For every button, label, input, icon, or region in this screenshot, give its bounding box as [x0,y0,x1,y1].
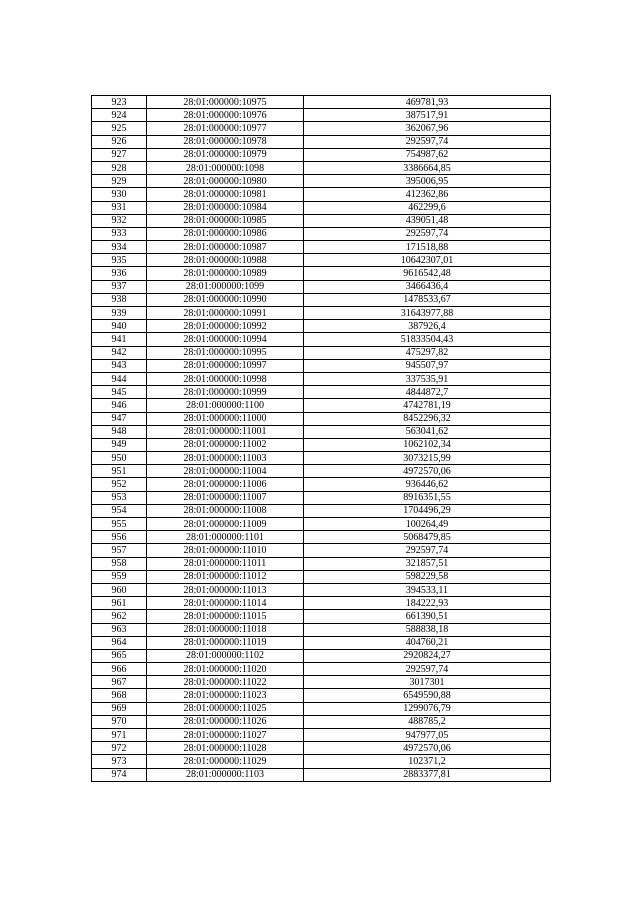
cadastral-value-cell: 3386664,85 [304,161,551,174]
cadastral-number-cell: 28:01:000000:10977 [147,122,304,135]
table-row [92,676,551,689]
table-row [92,452,551,465]
row-number-cell: 960 [92,583,147,596]
table-row [92,438,551,451]
row-number-cell: 965 [92,649,147,662]
row-number-cell: 928 [92,161,147,174]
cadastral-number-cell: 28:01:000000:11010 [147,544,304,557]
cadastral-number-cell: 28:01:000000:11022 [147,676,304,689]
cadastral-value-cell: 10642307,01 [304,254,551,267]
cadastral-value-table [91,95,551,782]
row-number-cell: 967 [92,676,147,689]
cadastral-number-cell: 28:01:000000:11014 [147,597,304,610]
table-row [92,96,551,109]
table-row [92,359,551,372]
table-row [92,161,551,174]
row-number-cell: 954 [92,504,147,517]
table-row [92,663,551,676]
cadastral-value-cell: 3073215,99 [304,452,551,465]
row-number-cell: 973 [92,755,147,768]
table-row [92,465,551,478]
row-number-cell: 953 [92,491,147,504]
table-row [92,122,551,135]
cadastral-number-cell: 28:01:000000:11007 [147,491,304,504]
cadastral-value-cell: 598229,58 [304,570,551,583]
cadastral-number-cell: 28:01:000000:1098 [147,161,304,174]
row-number-cell: 951 [92,465,147,478]
row-number-cell: 972 [92,742,147,755]
table-row [92,280,551,293]
cadastral-value-cell: 936446,62 [304,478,551,491]
table-row [92,372,551,385]
table-row [92,491,551,504]
cadastral-value-cell: 8916351,55 [304,491,551,504]
row-number-cell: 948 [92,425,147,438]
row-number-cell: 937 [92,280,147,293]
cadastral-value-cell: 171518,88 [304,241,551,254]
cadastral-number-cell: 28:01:000000:10981 [147,188,304,201]
table-body [92,96,551,782]
cadastral-number-cell: 28:01:000000:11028 [147,742,304,755]
row-number-cell: 940 [92,320,147,333]
row-number-cell: 966 [92,663,147,676]
table-row [92,649,551,662]
table-row [92,307,551,320]
cadastral-number-cell: 28:01:000000:11006 [147,478,304,491]
table-row [92,504,551,517]
cadastral-value-cell: 51833504,43 [304,333,551,346]
row-number-cell: 968 [92,689,147,702]
row-number-cell: 924 [92,109,147,122]
cadastral-number-cell: 28:01:000000:10979 [147,148,304,161]
cadastral-number-cell: 28:01:000000:11015 [147,610,304,623]
table-row [92,689,551,702]
cadastral-number-cell: 28:01:000000:11023 [147,689,304,702]
cadastral-number-cell: 28:01:000000:11008 [147,504,304,517]
row-number-cell: 943 [92,359,147,372]
table-row [92,610,551,623]
cadastral-value-cell: 395006,95 [304,175,551,188]
row-number-cell: 931 [92,201,147,214]
cadastral-number-cell: 28:01:000000:10988 [147,254,304,267]
table-row [92,346,551,359]
cadastral-number-cell: 28:01:000000:10997 [147,359,304,372]
table-row [92,241,551,254]
cadastral-value-cell: 2920824,27 [304,649,551,662]
cadastral-number-cell: 28:01:000000:10994 [147,333,304,346]
table-row [92,518,551,531]
cadastral-value-cell: 184222,93 [304,597,551,610]
table-row [92,254,551,267]
row-number-cell: 961 [92,597,147,610]
cadastral-number-cell: 28:01:000000:11002 [147,438,304,451]
table-row [92,399,551,412]
row-number-cell: 938 [92,293,147,306]
cadastral-number-cell: 28:01:000000:11025 [147,702,304,715]
cadastral-value-cell: 292597,74 [304,544,551,557]
cadastral-number-cell: 28:01:000000:11029 [147,755,304,768]
cadastral-number-cell: 28:01:000000:1101 [147,531,304,544]
table-row [92,148,551,161]
cadastral-value-cell: 1704496,29 [304,504,551,517]
row-number-cell: 971 [92,729,147,742]
table-row [92,742,551,755]
cadastral-value-cell: 488785,2 [304,715,551,728]
cadastral-value-cell: 588838,18 [304,623,551,636]
cadastral-number-cell: 28:01:000000:10991 [147,307,304,320]
cadastral-value-cell: 321857,51 [304,557,551,570]
cadastral-value-cell: 4972570,06 [304,742,551,755]
table-row [92,702,551,715]
cadastral-value-cell: 462299,6 [304,201,551,214]
row-number-cell: 969 [92,702,147,715]
table-row [92,557,551,570]
cadastral-value-cell: 337535,91 [304,372,551,385]
row-number-cell: 939 [92,307,147,320]
table-row [92,109,551,122]
cadastral-value-cell: 754987,62 [304,148,551,161]
cadastral-number-cell: 28:01:000000:11027 [147,729,304,742]
cadastral-value-cell: 362067,96 [304,122,551,135]
cadastral-value-cell: 475297,82 [304,346,551,359]
row-number-cell: 929 [92,175,147,188]
cadastral-number-cell: 28:01:000000:10992 [147,320,304,333]
table-row [92,636,551,649]
cadastral-value-cell: 1062102,34 [304,438,551,451]
cadastral-value-cell: 4972570,06 [304,465,551,478]
cadastral-number-cell: 28:01:000000:11000 [147,412,304,425]
row-number-cell: 925 [92,122,147,135]
row-number-cell: 932 [92,214,147,227]
cadastral-value-cell: 4844872,7 [304,386,551,399]
row-number-cell: 941 [92,333,147,346]
cadastral-value-cell: 100264,49 [304,518,551,531]
cadastral-value-cell: 31643977,88 [304,307,551,320]
table-row [92,425,551,438]
table-row [92,597,551,610]
table-row [92,570,551,583]
cadastral-number-cell: 28:01:000000:11003 [147,452,304,465]
cadastral-value-cell: 563041,62 [304,425,551,438]
cadastral-value-cell: 404760,21 [304,636,551,649]
row-number-cell: 959 [92,570,147,583]
cadastral-number-cell: 28:01:000000:1100 [147,399,304,412]
table-row [92,386,551,399]
cadastral-value-cell: 292597,74 [304,227,551,240]
row-number-cell: 926 [92,135,147,148]
cadastral-number-cell: 28:01:000000:11004 [147,465,304,478]
row-number-cell: 936 [92,267,147,280]
cadastral-number-cell: 28:01:000000:1103 [147,768,304,781]
cadastral-value-cell: 412362,86 [304,188,551,201]
row-number-cell: 947 [92,412,147,425]
table-row [92,715,551,728]
cadastral-number-cell: 28:01:000000:10986 [147,227,304,240]
cadastral-value-cell: 2883377,81 [304,768,551,781]
cadastral-value-cell: 945507,97 [304,359,551,372]
table-row [92,768,551,781]
cadastral-value-cell: 5068479,85 [304,531,551,544]
cadastral-value-cell: 387926,4 [304,320,551,333]
cadastral-number-cell: 28:01:000000:10999 [147,386,304,399]
row-number-cell: 956 [92,531,147,544]
cadastral-number-cell: 28:01:000000:11009 [147,518,304,531]
row-number-cell: 923 [92,96,147,109]
row-number-cell: 935 [92,254,147,267]
cadastral-value-cell: 394533,11 [304,583,551,596]
cadastral-number-cell: 28:01:000000:10976 [147,109,304,122]
table-row [92,320,551,333]
cadastral-value-cell: 9616542,48 [304,267,551,280]
cadastral-value-cell: 292597,74 [304,135,551,148]
table-row [92,729,551,742]
row-number-cell: 934 [92,241,147,254]
cadastral-value-cell: 947977,05 [304,729,551,742]
cadastral-number-cell: 28:01:000000:10985 [147,214,304,227]
row-number-cell: 958 [92,557,147,570]
row-number-cell: 970 [92,715,147,728]
row-number-cell: 944 [92,372,147,385]
row-number-cell: 962 [92,610,147,623]
row-number-cell: 957 [92,544,147,557]
row-number-cell: 964 [92,636,147,649]
cadastral-number-cell: 28:01:000000:10978 [147,135,304,148]
row-number-cell: 950 [92,452,147,465]
row-number-cell: 963 [92,623,147,636]
cadastral-number-cell: 28:01:000000:1102 [147,649,304,662]
table-row [92,201,551,214]
table-row [92,135,551,148]
cadastral-value-cell: 661390,51 [304,610,551,623]
cadastral-number-cell: 28:01:000000:11012 [147,570,304,583]
row-number-cell: 942 [92,346,147,359]
cadastral-value-cell: 469781,93 [304,96,551,109]
cadastral-number-cell: 28:01:000000:11001 [147,425,304,438]
cadastral-value-cell: 8452296,32 [304,412,551,425]
cadastral-value-cell: 439051,48 [304,214,551,227]
row-number-cell: 933 [92,227,147,240]
cadastral-number-cell: 28:01:000000:10987 [147,241,304,254]
table-row [92,293,551,306]
cadastral-number-cell: 28:01:000000:10995 [147,346,304,359]
cadastral-number-cell: 28:01:000000:10990 [147,293,304,306]
table-row [92,188,551,201]
row-number-cell: 955 [92,518,147,531]
cadastral-number-cell: 28:01:000000:11018 [147,623,304,636]
table-row [92,214,551,227]
row-number-cell: 974 [92,768,147,781]
table-row [92,267,551,280]
table-row [92,583,551,596]
cadastral-value-cell: 387517,91 [304,109,551,122]
table-row [92,478,551,491]
cadastral-value-cell: 1478533,67 [304,293,551,306]
table-row [92,755,551,768]
table-row [92,623,551,636]
cadastral-number-cell: 28:01:000000:10975 [147,96,304,109]
cadastral-number-cell: 28:01:000000:11020 [147,663,304,676]
cadastral-number-cell: 28:01:000000:1099 [147,280,304,293]
row-number-cell: 949 [92,438,147,451]
cadastral-number-cell: 28:01:000000:11011 [147,557,304,570]
cadastral-value-cell: 292597,74 [304,663,551,676]
cadastral-value-cell: 6549590,88 [304,689,551,702]
table-row [92,333,551,346]
row-number-cell: 930 [92,188,147,201]
table-row [92,227,551,240]
cadastral-number-cell: 28:01:000000:10989 [147,267,304,280]
cadastral-number-cell: 28:01:000000:11019 [147,636,304,649]
row-number-cell: 945 [92,386,147,399]
cadastral-value-cell: 4742781,19 [304,399,551,412]
cadastral-value-cell: 1299076,79 [304,702,551,715]
table-row [92,544,551,557]
cadastral-number-cell: 28:01:000000:10980 [147,175,304,188]
cadastral-number-cell: 28:01:000000:11026 [147,715,304,728]
table-row [92,531,551,544]
cadastral-number-cell: 28:01:000000:10984 [147,201,304,214]
cadastral-value-cell: 102371,2 [304,755,551,768]
cadastral-number-cell: 28:01:000000:11013 [147,583,304,596]
row-number-cell: 927 [92,148,147,161]
row-number-cell: 952 [92,478,147,491]
cadastral-value-cell: 3466436,4 [304,280,551,293]
row-number-cell: 946 [92,399,147,412]
cadastral-number-cell: 28:01:000000:10998 [147,372,304,385]
table-row [92,412,551,425]
table-row [92,175,551,188]
cadastral-value-cell: 3017301 [304,676,551,689]
